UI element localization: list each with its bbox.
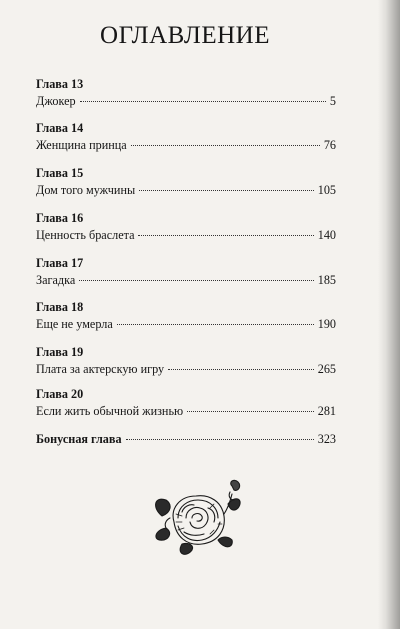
toc-entry [36,256,336,288]
page-title: ОГЛАВЛЕНИЕ [100,22,270,49]
page-number: 5 [329,94,336,108]
chapter-title: Загадка [36,273,76,287]
dot-leader [139,190,314,191]
page-number: 76 [323,138,336,152]
toc-entry [36,166,336,198]
toc-line[interactable] [36,404,336,419]
dot-leader [80,101,326,102]
page-number: 185 [317,273,336,287]
chapter-title: Бонусная глава [36,432,122,446]
chapter-title: Женщина принца [36,138,127,152]
dot-leader [117,324,314,325]
toc-entry [36,121,336,153]
chapter-number: Глава 14 [36,121,84,135]
toc-line[interactable] [36,432,336,447]
chapter-number: Глава 16 [36,211,84,225]
chapter-number: Глава 19 [36,345,84,359]
chapter-number: Глава 15 [36,166,84,180]
chapter-title: Еще не умерла [36,317,113,331]
chapter-number: Глава 20 [36,387,84,401]
toc-line[interactable] [36,183,336,198]
page-number: 105 [317,183,336,197]
chapter-title: Если жить обычной жизнью [36,404,184,418]
toc-line[interactable] [36,138,336,153]
dot-leader [138,235,313,236]
chapter-title: Дом того мужчины [36,183,136,197]
toc-entry [36,300,336,332]
chapter-title: Ценность браслета [36,228,135,242]
toc-line[interactable] [36,228,336,243]
chapter-title: Плата за актерскую игру [36,362,165,376]
chapter-title: Джокер [36,94,76,108]
toc-entry [36,77,336,109]
toc-line[interactable] [36,317,336,332]
toc-entry [36,211,336,243]
chapter-number: Глава 18 [36,300,84,314]
toc-line[interactable] [36,94,336,109]
toc-line[interactable] [36,273,336,288]
toc-line[interactable] [36,362,336,377]
page-number: 323 [317,432,336,446]
page-number: 140 [317,228,336,242]
page-number: 265 [317,362,336,376]
page-number: 281 [317,404,336,418]
page-number: 190 [317,317,336,331]
toc-entry [36,387,336,419]
dot-leader [126,439,314,440]
page-edge-shadow [378,0,400,629]
dot-leader [187,411,314,412]
toc-entry-bonus [36,430,336,447]
chapter-number: Глава 17 [36,256,84,270]
chapter-number: Глава 13 [36,77,84,91]
rose-icon [148,478,248,558]
dot-leader [131,145,320,146]
dot-leader [168,369,314,370]
toc-entry [36,345,336,377]
dot-leader [79,280,313,281]
